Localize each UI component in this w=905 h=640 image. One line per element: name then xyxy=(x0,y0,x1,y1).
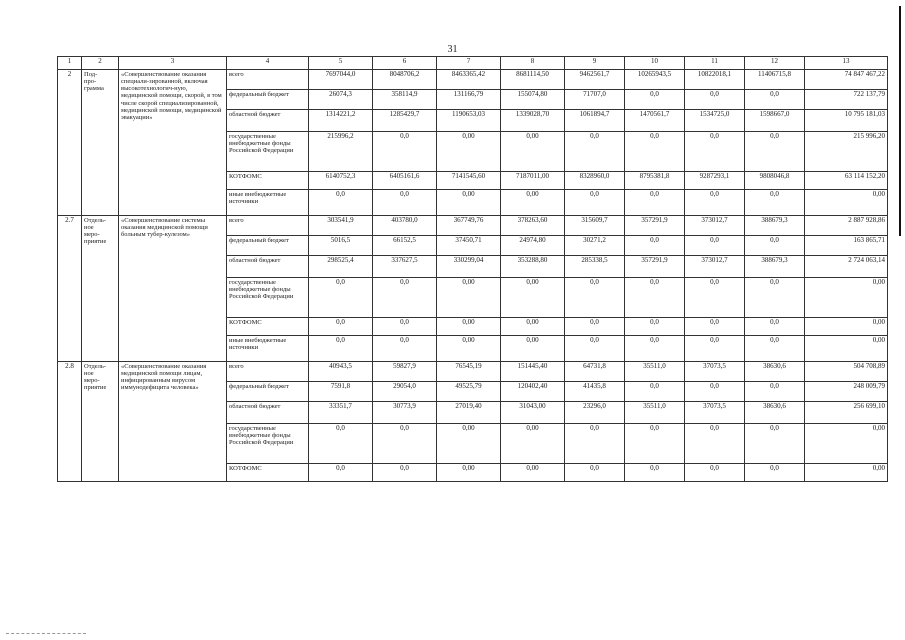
value-cell: 10 795 181,03 xyxy=(805,110,888,132)
value-cell: 0,0 xyxy=(685,132,745,172)
value-cell: 31043,00 xyxy=(501,402,565,424)
value-cell: 0,0 xyxy=(685,90,745,110)
value-cell: 0,0 xyxy=(565,336,625,362)
value-cell: 0,0 xyxy=(373,278,437,318)
value-cell: 120402,40 xyxy=(501,382,565,402)
value-cell: 388679,3 xyxy=(745,256,805,278)
value-cell: 0,0 xyxy=(745,132,805,172)
value-cell: 0,0 xyxy=(685,278,745,318)
funding-source-label: КОТФОМС xyxy=(227,318,309,336)
value-cell: 163 865,71 xyxy=(805,236,888,256)
value-cell: 9462561,7 xyxy=(565,70,625,90)
value-cell: 10265943,5 xyxy=(625,70,685,90)
funding-source-label: всего xyxy=(227,70,309,90)
value-cell: 37073,5 xyxy=(685,362,745,382)
value-cell: 64731,8 xyxy=(565,362,625,382)
value-cell: 0,00 xyxy=(805,190,888,216)
value-cell: 0,00 xyxy=(805,336,888,362)
value-cell: 0,00 xyxy=(437,424,501,464)
column-number-cell: 3 xyxy=(119,57,227,70)
value-cell: 337627,5 xyxy=(373,256,437,278)
value-cell: 0,0 xyxy=(373,190,437,216)
value-cell: 0,0 xyxy=(625,190,685,216)
value-cell: 5016,5 xyxy=(309,236,373,256)
value-cell: 9808046,8 xyxy=(745,172,805,190)
value-cell: 0,00 xyxy=(437,278,501,318)
value-cell: 0,00 xyxy=(805,278,888,318)
group-type-cell: Отдель- ное меро- приятие xyxy=(82,362,119,482)
scan-edge-line xyxy=(899,6,901,236)
value-cell: 0,0 xyxy=(309,336,373,362)
value-cell: 2 724 063,14 xyxy=(805,256,888,278)
value-cell: 0,0 xyxy=(625,464,685,482)
value-cell: 0,00 xyxy=(501,132,565,172)
value-cell: 0,00 xyxy=(501,336,565,362)
value-cell: 0,0 xyxy=(373,318,437,336)
value-cell: 37450,71 xyxy=(437,236,501,256)
value-cell: 358114,9 xyxy=(373,90,437,110)
value-cell: 0,0 xyxy=(745,464,805,482)
funding-source-label: всего xyxy=(227,362,309,382)
page-number: 31 xyxy=(447,44,458,55)
value-cell: 0,00 xyxy=(805,424,888,464)
value-cell: 7591,8 xyxy=(309,382,373,402)
value-cell: 0,0 xyxy=(685,382,745,402)
value-cell: 155074,80 xyxy=(501,90,565,110)
value-cell: 0,00 xyxy=(437,132,501,172)
value-cell: 1190653,03 xyxy=(437,110,501,132)
value-cell: 23296,0 xyxy=(565,402,625,424)
value-cell: 11406715,8 xyxy=(745,70,805,90)
value-cell: 27019,40 xyxy=(437,402,501,424)
column-number-cell: 9 xyxy=(565,57,625,70)
value-cell: 0,00 xyxy=(437,318,501,336)
value-cell: 285338,5 xyxy=(565,256,625,278)
funding-source-label: государственные внебюджетные фонды Российской Федерации xyxy=(227,132,309,172)
value-cell: 29054,0 xyxy=(373,382,437,402)
table-row xyxy=(58,216,888,236)
value-cell: 63 114 152,20 xyxy=(805,172,888,190)
value-cell: 330299,04 xyxy=(437,256,501,278)
value-cell: 0,00 xyxy=(501,278,565,318)
value-cell: 0,0 xyxy=(309,190,373,216)
value-cell: 7141545,60 xyxy=(437,172,501,190)
value-cell: 0,0 xyxy=(745,336,805,362)
value-cell: 131166,79 xyxy=(437,90,501,110)
value-cell: 0,0 xyxy=(685,424,745,464)
table-row xyxy=(58,70,888,90)
value-cell: 9287293,1 xyxy=(685,172,745,190)
value-cell: 0,0 xyxy=(745,236,805,256)
value-cell: 0,00 xyxy=(437,336,501,362)
value-cell: 71707,0 xyxy=(565,90,625,110)
value-cell: 0,00 xyxy=(437,190,501,216)
group-name-cell: «Совершенствование системы оказания медицинской помощи больным тубер-кулезом» xyxy=(119,216,227,362)
value-cell: 0,0 xyxy=(745,190,805,216)
column-number-cell: 2 xyxy=(82,57,119,70)
value-cell: 7697044,0 xyxy=(309,70,373,90)
value-cell: 215 996,20 xyxy=(805,132,888,172)
value-cell: 1061894,7 xyxy=(565,110,625,132)
column-number-cell: 7 xyxy=(437,57,501,70)
value-cell: 0,0 xyxy=(625,424,685,464)
value-cell: 8463365,42 xyxy=(437,70,501,90)
funding-source-label: областной бюджет xyxy=(227,256,309,278)
funding-source-label: КОТФОМС xyxy=(227,464,309,482)
value-cell: 0,0 xyxy=(625,382,685,402)
value-cell: 0,00 xyxy=(501,190,565,216)
value-cell: 74 847 467,22 xyxy=(805,70,888,90)
value-cell: 367749,76 xyxy=(437,216,501,236)
column-number-cell: 10 xyxy=(625,57,685,70)
funding-source-label: федеральный бюджет xyxy=(227,90,309,110)
value-cell: 0,0 xyxy=(625,336,685,362)
value-cell: 373012,7 xyxy=(685,216,745,236)
group-name-cell: «Совершенствование оказания специали-зированной, включая высокотехнологич-ную, медицинской помощи, скорой, в том числе скорой специализированной, медицинской помощи, медицинской эвакуации» xyxy=(119,70,227,216)
group-id-cell: 2 xyxy=(58,70,82,216)
value-cell: 373012,7 xyxy=(685,256,745,278)
value-cell: 0,0 xyxy=(309,318,373,336)
value-cell: 1470561,7 xyxy=(625,110,685,132)
value-cell: 0,0 xyxy=(309,464,373,482)
value-cell: 388679,3 xyxy=(745,216,805,236)
value-cell: 0,0 xyxy=(373,132,437,172)
value-cell: 0,0 xyxy=(745,278,805,318)
value-cell: 303541,9 xyxy=(309,216,373,236)
value-cell: 41435,8 xyxy=(565,382,625,402)
value-cell: 0,0 xyxy=(373,424,437,464)
group-type-cell: Отдель- ное меро- приятие xyxy=(82,216,119,362)
value-cell: 0,0 xyxy=(309,278,373,318)
value-cell: 0,0 xyxy=(745,382,805,402)
column-number-cell: 6 xyxy=(373,57,437,70)
value-cell: 0,00 xyxy=(501,464,565,482)
value-cell: 0,0 xyxy=(309,424,373,464)
value-cell: 378263,60 xyxy=(501,216,565,236)
value-cell: 1285429,7 xyxy=(373,110,437,132)
value-cell: 1339028,70 xyxy=(501,110,565,132)
value-cell: 403780,0 xyxy=(373,216,437,236)
value-cell: 33351,7 xyxy=(309,402,373,424)
column-number-cell: 1 xyxy=(58,57,82,70)
value-cell: 35511,0 xyxy=(625,402,685,424)
value-cell: 1598667,0 xyxy=(745,110,805,132)
value-cell: 0,0 xyxy=(373,336,437,362)
value-cell: 38630,6 xyxy=(745,402,805,424)
table-row xyxy=(58,362,888,382)
funding-source-label: иные внебюджетные источники xyxy=(227,336,309,362)
value-cell: 722 137,79 xyxy=(805,90,888,110)
value-cell: 0,0 xyxy=(625,318,685,336)
value-cell: 0,0 xyxy=(685,336,745,362)
value-cell: 49525,79 xyxy=(437,382,501,402)
value-cell: 0,0 xyxy=(625,132,685,172)
value-cell: 1534725,0 xyxy=(685,110,745,132)
value-cell: 504 708,89 xyxy=(805,362,888,382)
value-cell: 256 699,10 xyxy=(805,402,888,424)
value-cell: 0,0 xyxy=(685,236,745,256)
value-cell: 0,0 xyxy=(685,190,745,216)
value-cell: 0,0 xyxy=(745,90,805,110)
value-cell: 151445,40 xyxy=(501,362,565,382)
value-cell: 248 009,79 xyxy=(805,382,888,402)
column-number-cell: 4 xyxy=(227,57,309,70)
value-cell: 35511,0 xyxy=(625,362,685,382)
budget-table xyxy=(57,56,888,482)
group-id-cell: 2.8 xyxy=(58,362,82,482)
value-cell: 8328960,0 xyxy=(565,172,625,190)
value-cell: 0,0 xyxy=(565,464,625,482)
value-cell: 6405161,6 xyxy=(373,172,437,190)
value-cell: 1314221,2 xyxy=(309,110,373,132)
value-cell: 0,0 xyxy=(565,190,625,216)
value-cell: 353288,80 xyxy=(501,256,565,278)
funding-source-label: областной бюджет xyxy=(227,110,309,132)
value-cell: 40943,5 xyxy=(309,362,373,382)
value-cell: 0,0 xyxy=(625,236,685,256)
value-cell: 66152,5 xyxy=(373,236,437,256)
value-cell: 59827,9 xyxy=(373,362,437,382)
value-cell: 0,0 xyxy=(625,90,685,110)
value-cell: 30271,2 xyxy=(565,236,625,256)
value-cell: 0,0 xyxy=(565,278,625,318)
value-cell: 315609,7 xyxy=(565,216,625,236)
funding-source-label: федеральный бюджет xyxy=(227,382,309,402)
funding-source-label: государственные внебюджетные фонды Российской Федерации xyxy=(227,278,309,318)
value-cell: 8795381,8 xyxy=(625,172,685,190)
value-cell: 0,0 xyxy=(565,132,625,172)
value-cell: 357291,9 xyxy=(625,216,685,236)
value-cell: 0,0 xyxy=(625,278,685,318)
value-cell: 0,0 xyxy=(745,318,805,336)
value-cell: 215996,2 xyxy=(309,132,373,172)
scan-artifact xyxy=(6,633,86,636)
value-cell: 298525,4 xyxy=(309,256,373,278)
funding-source-label: областной бюджет xyxy=(227,402,309,424)
value-cell: 0,0 xyxy=(685,318,745,336)
value-cell: 0,0 xyxy=(745,424,805,464)
value-cell: 0,0 xyxy=(685,464,745,482)
funding-source-label: всего xyxy=(227,216,309,236)
value-cell: 8048706,2 xyxy=(373,70,437,90)
value-cell: 0,0 xyxy=(373,464,437,482)
value-cell: 2 887 928,86 xyxy=(805,216,888,236)
value-cell: 0,0 xyxy=(565,424,625,464)
value-cell: 26074,3 xyxy=(309,90,373,110)
column-number-cell: 12 xyxy=(745,57,805,70)
value-cell: 0,00 xyxy=(437,464,501,482)
funding-source-label: иные внебюджетные источники xyxy=(227,190,309,216)
value-cell: 8681114,50 xyxy=(501,70,565,90)
value-cell: 24974,80 xyxy=(501,236,565,256)
value-cell: 30773,9 xyxy=(373,402,437,424)
group-type-cell: Под- про- грамма xyxy=(82,70,119,216)
value-cell: 0,0 xyxy=(565,318,625,336)
value-cell: 0,00 xyxy=(805,464,888,482)
funding-source-label: государственные внебюджетные фонды Российской Федерации xyxy=(227,424,309,464)
funding-source-label: КОТФОМС xyxy=(227,172,309,190)
column-number-cell: 8 xyxy=(501,57,565,70)
column-number-cell: 11 xyxy=(685,57,745,70)
value-cell: 0,00 xyxy=(501,424,565,464)
value-cell: 7187011,00 xyxy=(501,172,565,190)
value-cell: 10822018,1 xyxy=(685,70,745,90)
group-name-cell: «Совершенствование оказания медицинской помощи лицам, инфицированным вирусом иммунодефицита человека» xyxy=(119,362,227,482)
value-cell: 38630,6 xyxy=(745,362,805,382)
group-id-cell: 2.7 xyxy=(58,216,82,362)
value-cell: 76545,19 xyxy=(437,362,501,382)
column-number-row xyxy=(58,57,888,70)
funding-source-label: федеральный бюджет xyxy=(227,236,309,256)
value-cell: 357291,9 xyxy=(625,256,685,278)
column-number-cell: 13 xyxy=(805,57,888,70)
column-number-cell: 5 xyxy=(309,57,373,70)
value-cell: 0,00 xyxy=(805,318,888,336)
value-cell: 6140752,3 xyxy=(309,172,373,190)
value-cell: 37073,5 xyxy=(685,402,745,424)
value-cell: 0,00 xyxy=(501,318,565,336)
